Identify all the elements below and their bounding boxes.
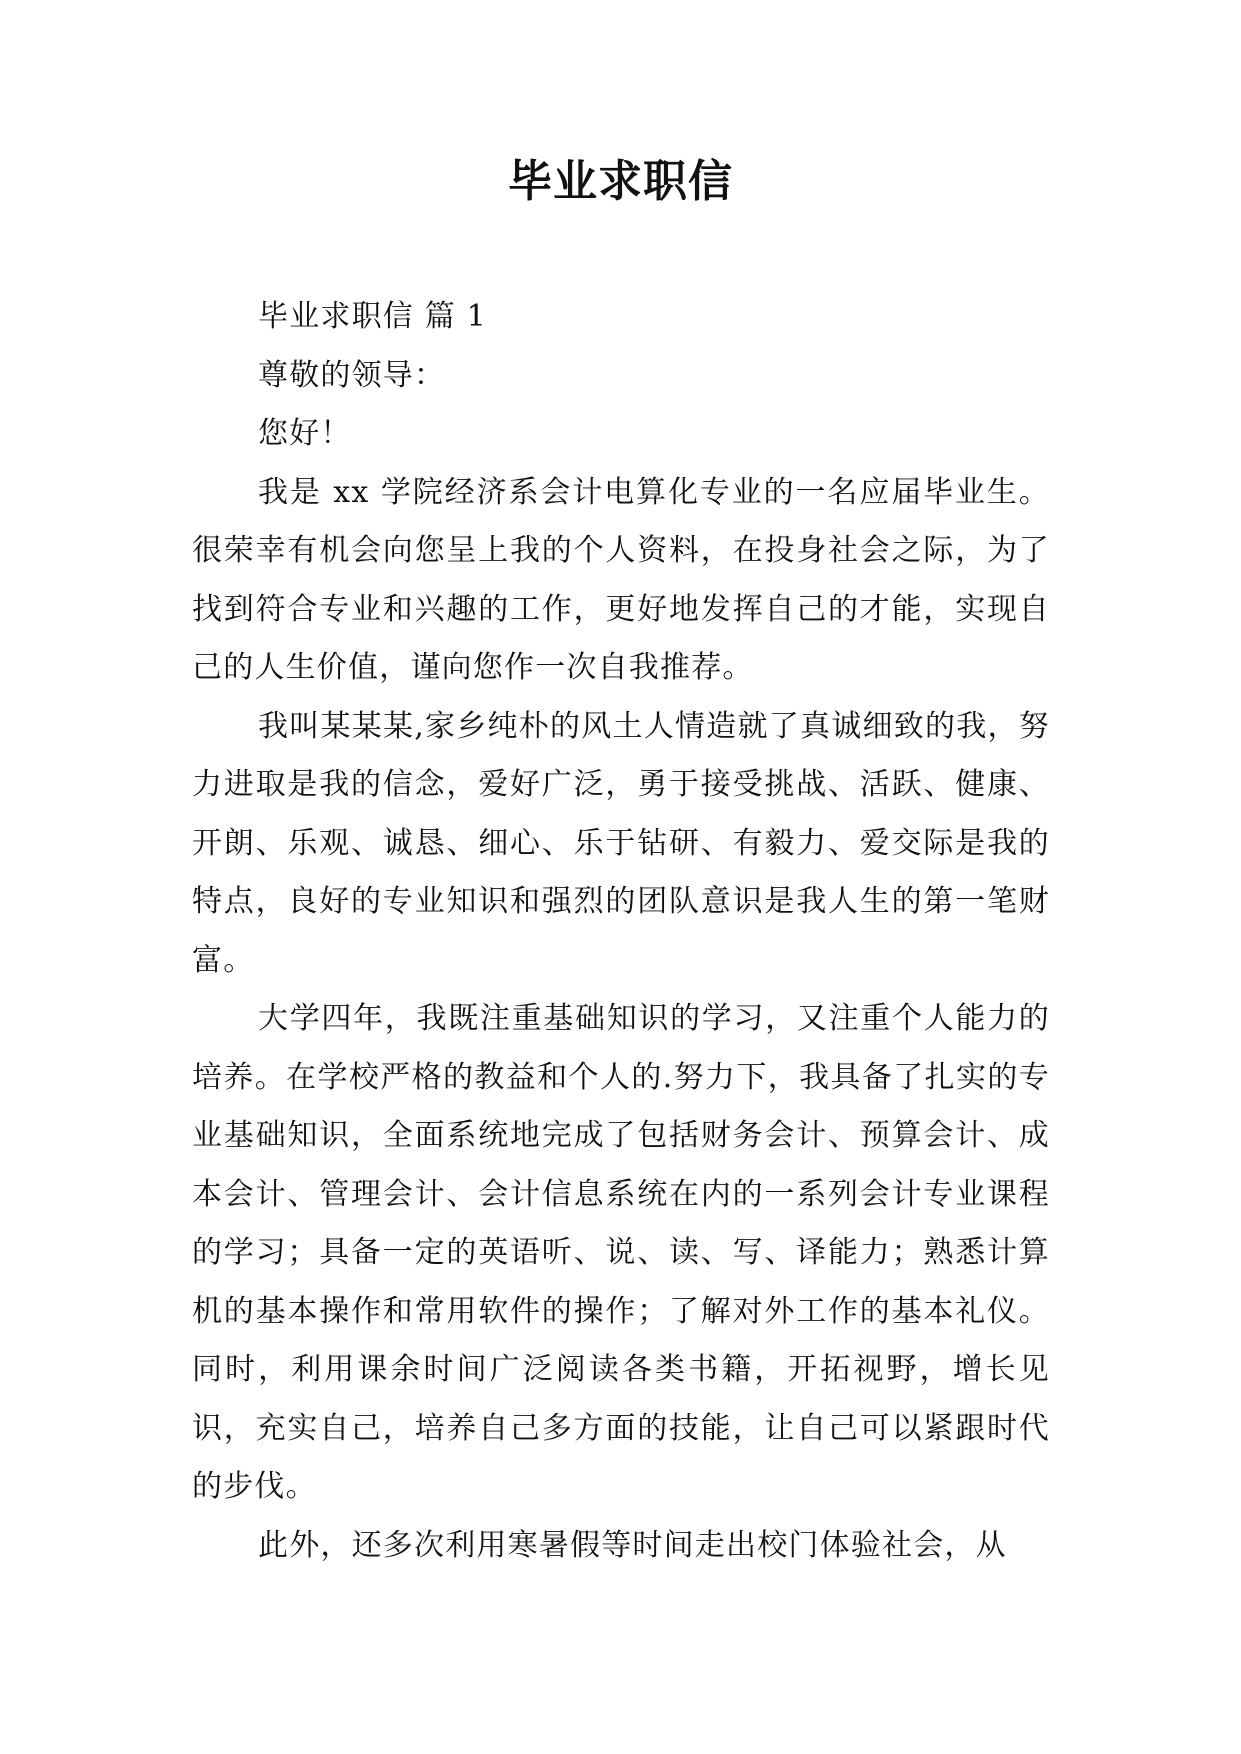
document-title: 毕业求职信 <box>508 156 733 207</box>
section-heading: 毕业求职信 篇 1 <box>258 299 487 334</box>
paragraph-introduction: 我是 xx 学院经济系会计电算化专业的一名应届毕业生。很荣幸有机会向您呈上我的个人资料，在投身社会之际，为了找到符合专业和兴趣的工作，更好地发挥自己的才能，实现自己的人生价值，谨向您作一次自我推荐。 <box>192 474 1050 685</box>
salutation: 尊敬的领导： <box>258 357 446 393</box>
paragraph-personality: 我叫某某某,家乡纯朴的风土人情造就了真诚细致的我，努力进取是我的信念，爱好广泛，勇于接受挑战、活跃、健康、开朗、乐观、诚恳、细心、乐于钻研、有毅力、爱交际是我的特点，良好的专业知识和强烈的团队意识是我人生的第一笔财富。 <box>192 708 1050 978</box>
paragraph-practice: 此外，还多次利用寒暑假等时间走出校门体验社会，从 <box>258 1527 1007 1563</box>
paragraph-education: 大学四年，我既注重基础知识的学习，又注重个人能力的培养。在学校严格的教益和个人的.努力下，我具备了扎实的专业基础知识，全面系统地完成了包括财务会计、预算会计、成本会计、管理会计、会计信息系统在内的一系列会计专业课程的学习；具备一定的英语听、说、读、写、译能力；熟悉计算机的基本操作和常用软件的操作；了解对外工作的基本礼仪。同时，利用课余时间广泛阅读各类书籍，开拓视野，增长见识，充实自己，培养自己多方面的技能，让自己可以紧跟时代的步伐。 <box>192 1001 1050 1504</box>
greeting: 您好！ <box>258 416 352 451</box>
document-body <box>192 288 1050 1575</box>
